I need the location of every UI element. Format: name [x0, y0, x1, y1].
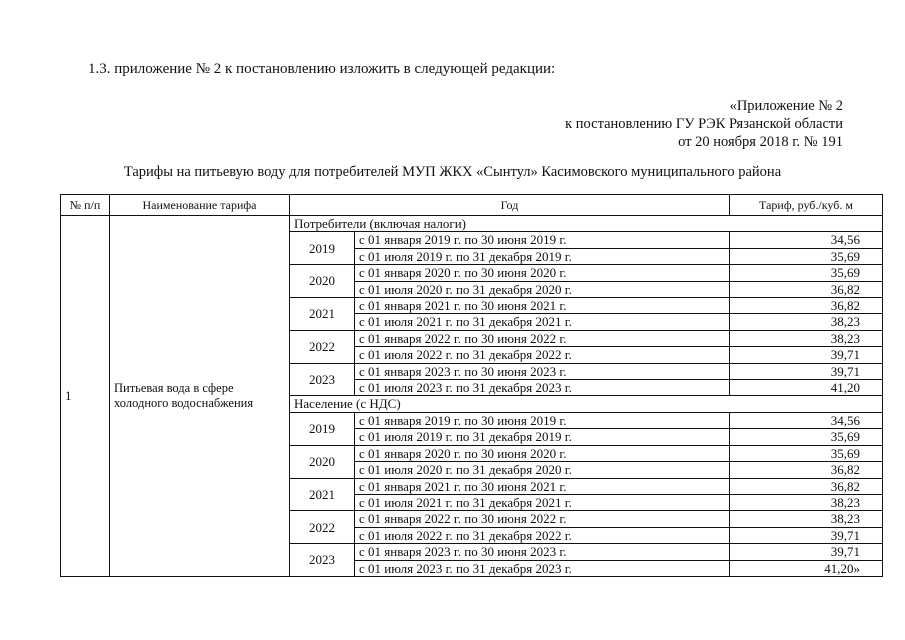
period-cell: с 01 июля 2020 г. по 31 декабря 2020 г.	[355, 462, 730, 478]
period-cell: с 01 июля 2020 г. по 31 декабря 2020 г.	[355, 281, 730, 297]
price-cell: 39,71	[730, 527, 883, 543]
price-cell: 41,20»	[730, 560, 883, 576]
price-cell: 36,82	[730, 281, 883, 297]
group-label: Потребители (включая налоги)	[290, 216, 883, 232]
year-cell: 2020	[290, 265, 355, 298]
price-cell: 39,71	[730, 363, 883, 379]
period-cell: с 01 января 2021 г. по 30 июня 2021 г.	[355, 298, 730, 314]
price-cell: 36,82	[730, 298, 883, 314]
period-cell: с 01 января 2019 г. по 30 июня 2019 г.	[355, 232, 730, 248]
price-cell: 34,56	[730, 412, 883, 428]
year-cell: 2023	[290, 544, 355, 577]
price-cell: 38,23	[730, 511, 883, 527]
price-cell: 36,82	[730, 462, 883, 478]
price-cell: 38,23	[730, 330, 883, 346]
period-cell: с 01 января 2021 г. по 30 июня 2021 г.	[355, 478, 730, 494]
document-title: Тарифы на питьевую воду для потребителей МУП ЖКХ «Сынтул» Касимовского муниципального района	[123, 164, 782, 180]
appendix-line-3: от 20 ноября 2018 г. № 191	[678, 134, 843, 150]
price-cell: 38,23	[730, 314, 883, 330]
year-cell: 2019	[290, 412, 355, 445]
price-cell: 35,69	[730, 445, 883, 461]
header-tariff-name: Наименование тарифа	[110, 195, 290, 216]
header-tariff-value: Тариф, руб./куб. м	[730, 195, 883, 216]
price-cell: 36,82	[730, 478, 883, 494]
period-cell: с 01 января 2023 г. по 30 июня 2023 г.	[355, 363, 730, 379]
period-cell: с 01 июля 2023 г. по 31 декабря 2023 г.	[355, 380, 730, 396]
header-number: № п/п	[61, 195, 110, 216]
row-number: 1	[61, 216, 110, 577]
year-cell: 2019	[290, 232, 355, 265]
period-cell: с 01 января 2023 г. по 30 июня 2023 г.	[355, 544, 730, 560]
period-cell: с 01 июля 2022 г. по 31 декабря 2022 г.	[355, 347, 730, 363]
appendix-line-1: «Приложение № 2	[729, 98, 843, 114]
price-cell: 39,71	[730, 544, 883, 560]
period-cell: с 01 января 2020 г. по 30 июня 2020 г.	[355, 445, 730, 461]
period-cell: с 01 июля 2019 г. по 31 декабря 2019 г.	[355, 429, 730, 445]
price-cell: 35,69	[730, 429, 883, 445]
period-cell: с 01 января 2022 г. по 30 июня 2022 г.	[355, 330, 730, 346]
year-cell: 2022	[290, 330, 355, 363]
tariff-name: Питьевая вода в сфере холодного водоснабжения	[110, 216, 290, 577]
price-cell: 39,71	[730, 347, 883, 363]
price-cell: 35,69	[730, 248, 883, 264]
period-cell: с 01 июля 2023 г. по 31 декабря 2023 г.	[355, 560, 730, 576]
period-cell: с 01 июля 2022 г. по 31 декабря 2022 г.	[355, 527, 730, 543]
period-cell: с 01 июля 2021 г. по 31 декабря 2021 г.	[355, 494, 730, 510]
period-cell: с 01 января 2020 г. по 30 июня 2020 г.	[355, 265, 730, 281]
group-row	[61, 216, 883, 232]
period-cell: с 01 июля 2021 г. по 31 декабря 2021 г.	[355, 314, 730, 330]
appendix-line-2: к постановлению ГУ РЭК Рязанской области	[565, 116, 843, 132]
group-label: Население (с НДС)	[290, 396, 883, 412]
year-cell: 2021	[290, 298, 355, 331]
year-cell: 2022	[290, 511, 355, 544]
tariff-table	[60, 194, 883, 577]
period-cell: с 01 июля 2019 г. по 31 декабря 2019 г.	[355, 248, 730, 264]
year-cell: 2023	[290, 363, 355, 396]
appendix-block	[565, 97, 843, 151]
table-header-row	[61, 195, 883, 216]
price-cell: 41,20	[730, 380, 883, 396]
year-cell: 2021	[290, 478, 355, 511]
intro-text: 1.3. приложение № 2 к постановлению изложить в следующей редакции:	[88, 61, 556, 77]
header-year: Год	[290, 195, 730, 216]
table-body	[61, 216, 883, 577]
price-cell: 38,23	[730, 494, 883, 510]
year-cell: 2020	[290, 445, 355, 478]
price-cell: 35,69	[730, 265, 883, 281]
period-cell: с 01 января 2022 г. по 30 июня 2022 г.	[355, 511, 730, 527]
price-cell: 34,56	[730, 232, 883, 248]
period-cell: с 01 января 2019 г. по 30 июня 2019 г.	[355, 412, 730, 428]
